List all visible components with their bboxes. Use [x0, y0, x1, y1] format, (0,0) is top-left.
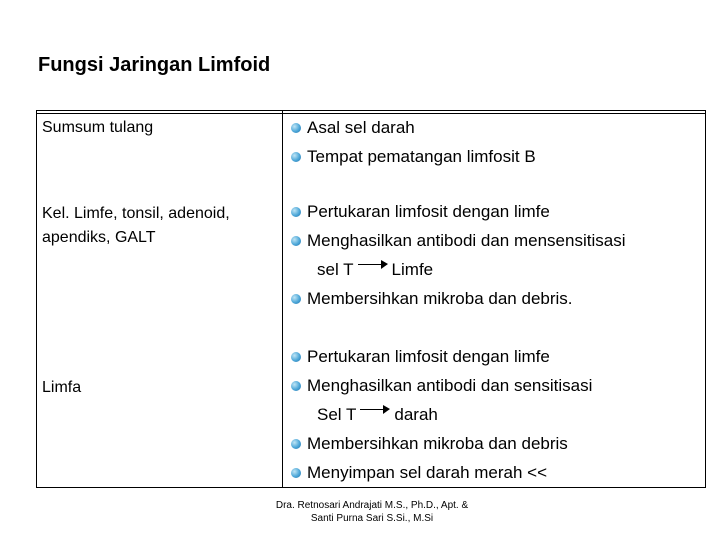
bullet-icon: [291, 152, 301, 162]
item-text: Membersihkan mikroba dan debris.: [307, 289, 573, 308]
arrow-right-icon: [358, 260, 388, 270]
list-subitem: [291, 400, 701, 429]
organ-kelenjar-limfe-line2: apendiks, GALT: [42, 229, 156, 246]
bullet-icon: [291, 352, 301, 362]
item-text: Asal sel darah: [307, 118, 415, 137]
list-item: [291, 371, 701, 400]
bullet-icon: [291, 381, 301, 391]
item-text: Pertukaran limfosit dengan limfe: [307, 202, 550, 221]
sub-to: darah: [394, 405, 438, 424]
sub-to: Limfe: [391, 260, 434, 279]
list-item: [291, 226, 701, 255]
footer-line1: Dra. Retnosari Andrajati M.S., Ph.D., Apt. &: [275, 500, 469, 511]
bullet-icon: [291, 207, 301, 217]
organ-kelenjar-limfe: [42, 202, 230, 250]
organ-sumsum-tulang: Sumsum tulang: [42, 119, 154, 136]
item-text: Menghasilkan antibodi dan mensensitisasi: [307, 231, 626, 250]
column-divider: [282, 111, 283, 487]
list-subitem: [291, 255, 701, 284]
list-item: [291, 458, 701, 487]
organ-limfa: Limfa: [42, 379, 82, 396]
list-item: [291, 284, 701, 313]
item-text: Membersihkan mikroba dan debris: [307, 434, 568, 453]
sub-from: sel T: [317, 260, 354, 279]
list-item: [291, 429, 701, 458]
footer-line2: Santi Purna Sari S.Si., M.Si: [310, 513, 434, 524]
item-text: Menghasilkan antibodi dan sensitisasi: [307, 376, 593, 395]
bullet-icon: [291, 236, 301, 246]
item-text: Tempat pematangan limfosit B: [307, 147, 536, 166]
functions-limfa: [291, 342, 701, 487]
organ-kelenjar-limfe-line1: Kel. Limfe, tonsil, adenoid,: [42, 205, 230, 222]
bullet-icon: [291, 439, 301, 449]
function-table: [36, 110, 706, 488]
item-text: Menyimpan sel darah merah <<: [307, 463, 548, 482]
sub-from: Sel T: [317, 405, 357, 424]
list-item: [291, 197, 701, 226]
arrow-right-icon: [360, 405, 390, 415]
bullet-icon: [291, 468, 301, 478]
page-title: Fungsi Jaringan Limfoid: [38, 54, 271, 76]
bullet-icon: [291, 123, 301, 133]
list-item: [291, 342, 701, 371]
list-item: [291, 142, 701, 171]
functions-limfe: [291, 197, 701, 313]
list-item: [291, 113, 701, 142]
functions-sumsum: [291, 113, 701, 171]
footer-credits: [258, 499, 486, 525]
item-text: Pertukaran limfosit dengan limfe: [307, 347, 550, 366]
bullet-icon: [291, 294, 301, 304]
